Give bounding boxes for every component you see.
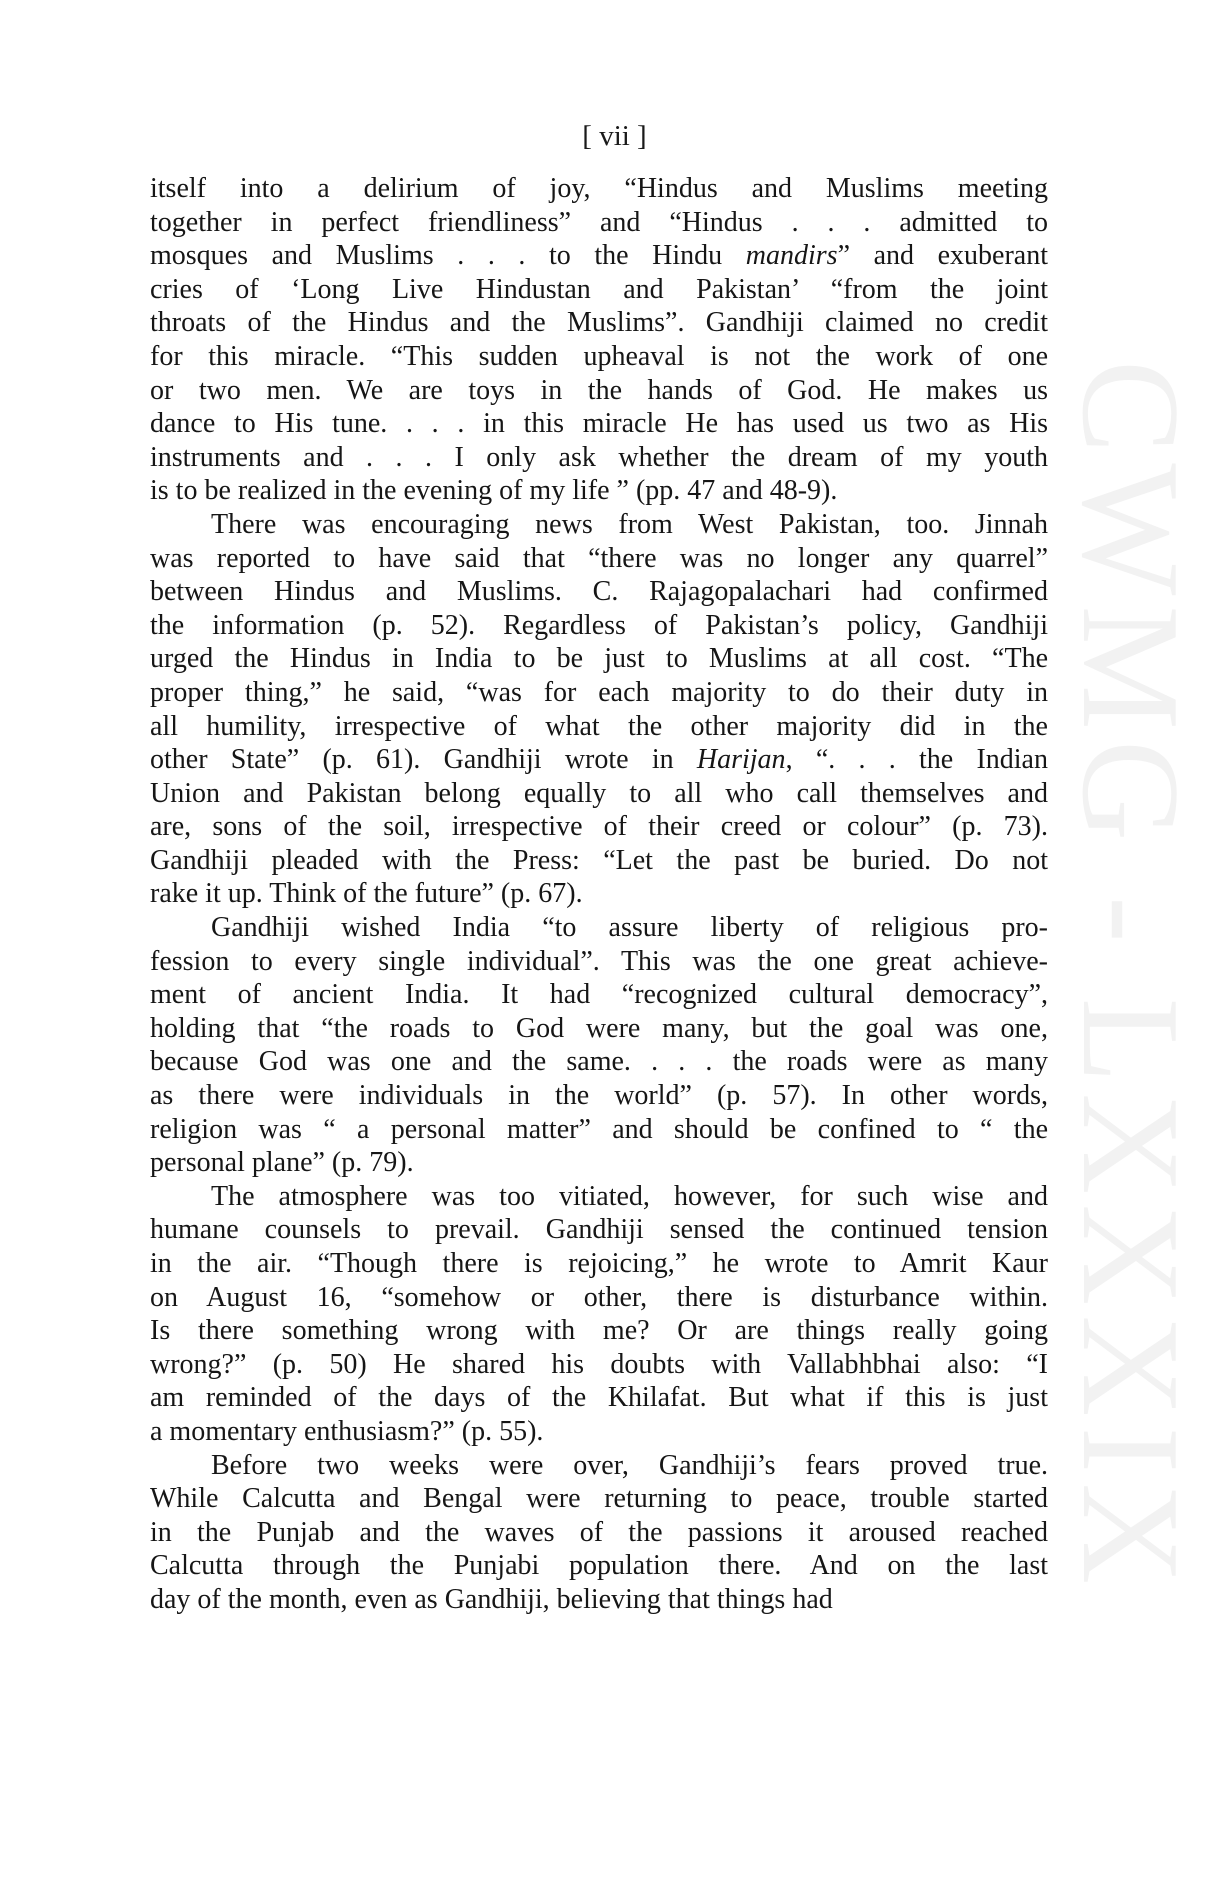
- text-line: or two men. We are toys in the hands of God. He makes us: [150, 374, 1048, 406]
- text-line: The atmosphere was too vitiated, however, for such wise and: [211, 1180, 1048, 1212]
- text-line: religion was “ a personal matter” and should be confined to “ the: [150, 1113, 1048, 1145]
- text-line: ment of ancient India. It had “recognized cultural democracy”,: [150, 979, 1048, 1011]
- text-line: fession to every single individual”. This was the one great achieve-: [150, 945, 1048, 977]
- text-line: dance to His tune. . . . in this miracle He has used us two as His: [150, 408, 1048, 440]
- text-line: humane counsels to prevail. Gandhiji sensed the continued tension: [150, 1214, 1048, 1246]
- text-line: holding that “the roads to God were many, but the goal was one,: [150, 1012, 1048, 1044]
- text-line: urged the Hindus in India to be just to Muslims at all cost. “The: [150, 643, 1048, 675]
- text-line: for this miracle. “This sudden upheaval is not the work of one: [150, 340, 1048, 372]
- text-line: personal plane” (p. 79).: [150, 1147, 414, 1179]
- text-line: Calcutta through the Punjabi population there. And on the last: [150, 1550, 1048, 1582]
- text-line: in the air. “Though there is rejoicing,” he wrote to Amrit Kaur: [150, 1248, 1048, 1279]
- text-line: throats of the Hindus and the Muslims”. Gandhiji claimed no credit: [150, 307, 1048, 339]
- text-line: Is there something wrong with me? Or are things really going: [150, 1315, 1048, 1347]
- text-line: itself into a delirium of joy, “Hindus and Muslims meeting: [150, 173, 1048, 204]
- text-line: mosques and Muslims . . . to the Hindu mandirs” and exuberant: [150, 240, 1048, 272]
- cwmg-watermark: CWMG - LXXXIX: [1053, 360, 1208, 1595]
- text-line: is to be realized in the evening of my life ” (pp. 47 and 48-9).: [150, 475, 838, 507]
- paragraph-p1: [150, 172, 1048, 508]
- page-number: [ vii ]: [582, 120, 647, 152]
- text-line: am reminded of the days of the Khilafat. But what if this is just: [150, 1382, 1048, 1414]
- paragraph-p3: [150, 911, 1048, 1180]
- text-line: day of the month, even as Gandhiji, believing that things had: [150, 1583, 833, 1615]
- text-line: as there were individuals in the world” (p. 57). In other words,: [150, 1080, 1048, 1112]
- text-line: together in perfect friendliness” and “Hindus . . . admitted to: [150, 206, 1048, 238]
- text-line: between Hindus and Muslims. C. Rajagopalachari had confirmed: [150, 576, 1048, 608]
- text-line: While Calcutta and Bengal were returning to peace, trouble started: [150, 1483, 1048, 1515]
- text-line: cries of ‘Long Live Hindustan and Pakistan’ “from the joint: [150, 273, 1048, 305]
- text-line: rake it up. Think of the future” (p. 67).: [150, 878, 583, 910]
- text-line: other State” (p. 61). Gandhiji wrote in Harijan, “. . . the Indian: [150, 744, 1048, 776]
- text-line: on August 16, “somehow or other, there is disturbance within.: [150, 1281, 1048, 1313]
- text-line: Union and Pakistan belong equally to all who call themselves and: [150, 777, 1048, 809]
- text-line: a momentary enthusiasm?” (p. 55).: [150, 1415, 544, 1447]
- text-line: because God was one and the same. . . . the roads were as many: [150, 1046, 1048, 1078]
- text-line: There was encouraging news from West Pakistan, too. Jinnah: [211, 508, 1048, 540]
- text-line: all humility, irrespective of what the other majority did in the: [150, 710, 1048, 742]
- text-line: in the Punjab and the waves of the passions it aroused reached: [150, 1516, 1048, 1548]
- text-line: instruments and . . . I only ask whether the dream of my youth: [150, 441, 1048, 473]
- text-line: Gandhiji wished India “to assure liberty of religious pro-: [211, 912, 1048, 944]
- body-text: [150, 172, 1048, 1617]
- text-line: Gandhiji pleaded with the Press: “Let the past be buried. Do not: [150, 844, 1048, 876]
- paragraph-p5: [150, 1449, 1048, 1617]
- text-line: was reported to have said that “there was no longer any quarrel”: [150, 542, 1048, 574]
- paragraph-p4: [150, 1180, 1048, 1449]
- text-line: are, sons of the soil, irrespective of their creed or colour” (p. 73).: [150, 811, 1048, 843]
- text-line: the information (p. 52). Regardless of Pakistan’s policy, Gandhiji: [150, 609, 1048, 641]
- text-line: Before two weeks were over, Gandhiji’s fears proved true.: [211, 1449, 1048, 1481]
- text-line: proper thing,” he said, “was for each majority to do their duty in: [150, 676, 1048, 708]
- paragraph-p2: [150, 508, 1048, 911]
- text-line: wrong?” (p. 50) He shared his doubts with Vallabhbhai also: “I: [150, 1348, 1048, 1380]
